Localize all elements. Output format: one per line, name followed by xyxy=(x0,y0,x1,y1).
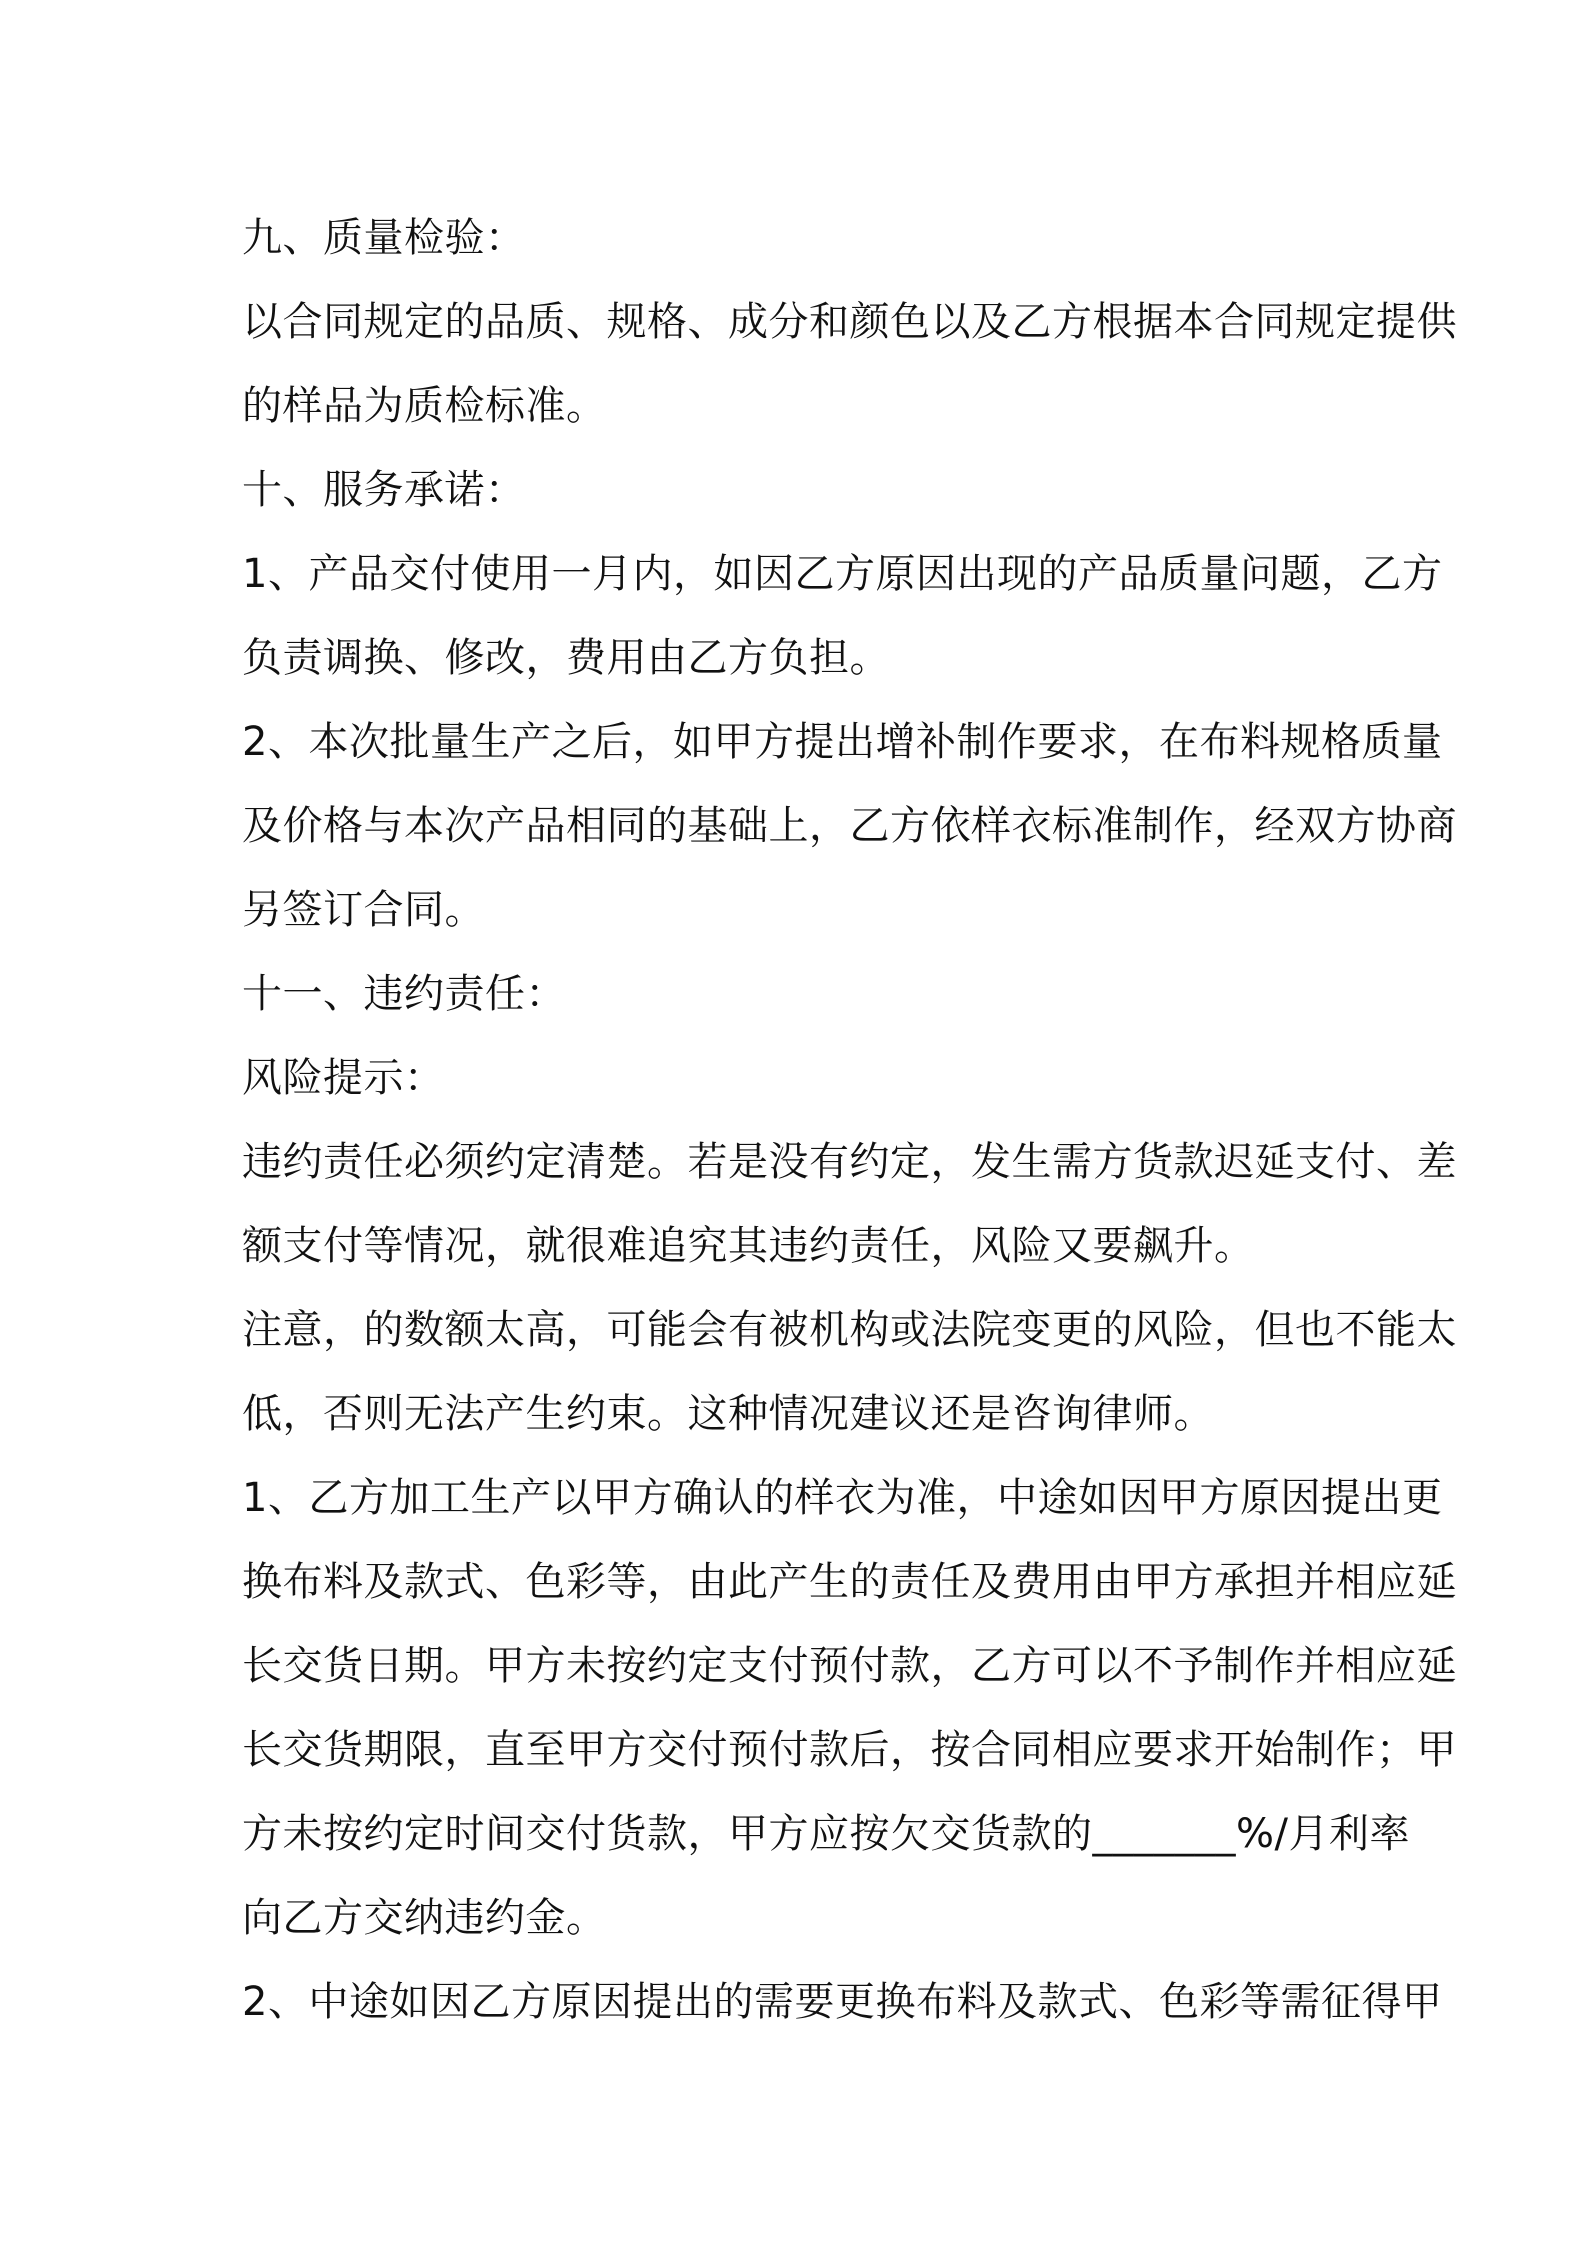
paragraph-line: 以合同规定的品质、规格、成分和颜色以及乙方根据本合同规定提供 xyxy=(242,299,1457,345)
section-heading-service-commitment: 十、服务承诺： xyxy=(242,467,526,513)
paragraph-line: 1、乙方加工生产以甲方确认的样衣为准，中途如因甲方原因提出更 xyxy=(242,1475,1443,1521)
paragraph-line: 长交货日期。甲方未按约定支付预付款，乙方可以不予制作并相应延 xyxy=(242,1643,1457,1689)
paragraph-line: 的样品为质检标准。 xyxy=(242,383,607,429)
section-heading-breach-liability: 十一、违约责任： xyxy=(242,971,566,1017)
paragraph-line: 负责调换、修改，费用由乙方负担。 xyxy=(242,635,890,681)
paragraph-line: 违约责任必须约定清楚。若是没有约定，发生需方货款迟延支付、差 xyxy=(242,1139,1457,1185)
paragraph-line: 2、中途如因乙方原因提出的需要更换布料及款式、色彩等需征得甲 xyxy=(242,1979,1443,2025)
paragraph-line: 及价格与本次产品相同的基础上，乙方依样衣标准制作，经双方协商 xyxy=(242,803,1457,849)
paragraph-line: 2、本次批量生产之后，如甲方提出增补制作要求，在布料规格质量 xyxy=(242,719,1443,765)
paragraph-line: 另签订合同。 xyxy=(242,887,485,933)
paragraph-line: 长交货期限，直至甲方交付预付款后，按合同相应要求开始制作；甲 xyxy=(242,1727,1457,1773)
document-page xyxy=(242,196,1457,2044)
paragraph-line: 向乙方交纳违约金。 xyxy=(242,1895,607,1941)
paragraph-line: 注意，的数额太高，可能会有被机构或法院变更的风险，但也不能太 xyxy=(242,1307,1457,1353)
paragraph-line: 方未按约定时间交付货款，甲方应按欠交货款的_______%/月利率 xyxy=(242,1811,1410,1857)
section-heading-quality-inspection: 九、质量检验： xyxy=(242,215,526,261)
risk-notice-heading: 风险提示： xyxy=(242,1055,445,1101)
paragraph-line: 1、产品交付使用一月内，如因乙方原因出现的产品质量问题，乙方 xyxy=(242,551,1443,597)
paragraph-line: 额支付等情况，就很难追究其违约责任，风险又要飙升。 xyxy=(242,1223,1255,1269)
paragraph-line: 换布料及款式、色彩等，由此产生的责任及费用由甲方承担并相应延 xyxy=(242,1559,1457,1605)
paragraph-line: 低，否则无法产生约束。这种情况建议还是咨询律师。 xyxy=(242,1391,1214,1437)
